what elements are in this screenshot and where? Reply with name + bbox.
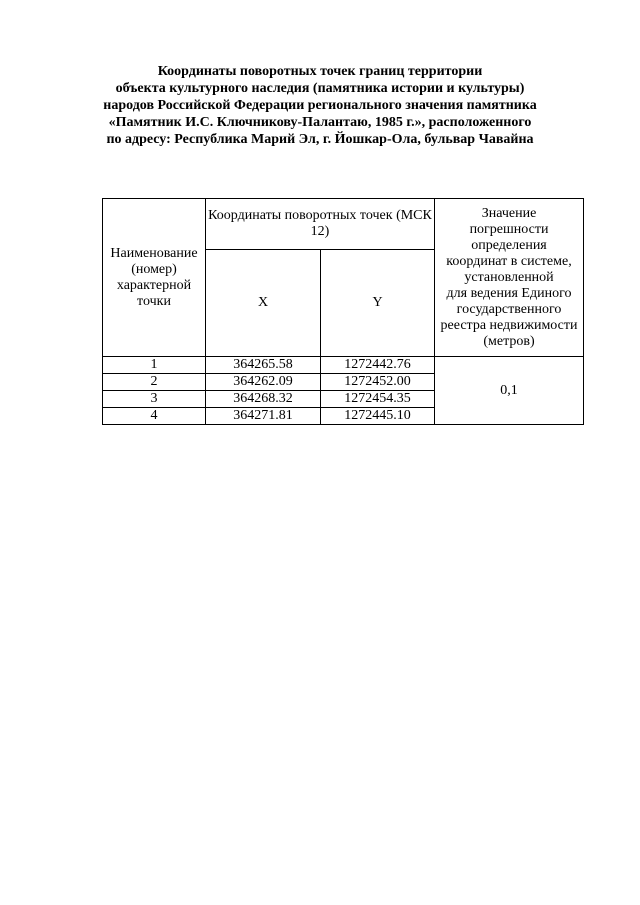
y-coordinate-cell: 1272442.76: [321, 357, 435, 374]
header-text-line: реестра недвижимости: [440, 317, 578, 333]
x-coordinate-cell: 364268.32: [206, 391, 321, 408]
error-value-cell: 0,1: [435, 357, 584, 425]
x-coordinate-cell: 364265.58: [206, 357, 321, 374]
header-text-line: характерной: [116, 277, 192, 293]
coordinates-table: [102, 198, 584, 425]
title-line: объекта культурного наследия (памятника истории и культуры): [115, 81, 525, 96]
header-y: Y: [321, 250, 435, 357]
header-text-line: государственного: [456, 301, 562, 317]
header-text-line: Значение: [481, 205, 537, 221]
point-number-cell: 3: [103, 391, 206, 408]
header-text-line: для ведения Единого: [446, 285, 572, 301]
point-number-cell: 2: [103, 374, 206, 391]
header-text-line: (номер): [131, 261, 177, 277]
y-coordinate-cell: 1272445.10: [321, 408, 435, 425]
table-header-row: [103, 199, 584, 250]
header-text-line: установленной: [464, 269, 554, 285]
y-coordinate-cell: 1272454.35: [321, 391, 435, 408]
header-text-line: точки: [137, 293, 171, 309]
x-coordinate-cell: 364271.81: [206, 408, 321, 425]
header-coordinates: Координаты поворотных точек (МСК 12): [206, 199, 435, 250]
header-point-name: [103, 199, 206, 357]
point-number-cell: 4: [103, 408, 206, 425]
title-line: «Памятник И.С. Ключникову-Палантаю, 1985 г.», расположенного: [108, 115, 532, 130]
header-text-line: определения: [471, 237, 547, 253]
document-title: [60, 63, 580, 148]
header-error-value: [435, 199, 584, 357]
header-x: X: [206, 250, 321, 357]
header-text-line: погрешности: [469, 221, 549, 237]
header-text-line: (метров): [483, 333, 535, 349]
y-coordinate-cell: 1272452.00: [321, 374, 435, 391]
title-line: Координаты поворотных точек границ территории: [157, 64, 483, 79]
table-row: [103, 357, 584, 374]
title-line: народов Российской Федерации регионального значения памятника: [103, 98, 537, 113]
title-line: по адресу: Республика Марий Эл, г. Йошкар-Ола, бульвар Чавайна: [106, 132, 534, 147]
header-text-line: координат в системе,: [446, 253, 572, 269]
point-number-cell: 1: [103, 357, 206, 374]
header-text-line: Наименование: [110, 245, 198, 261]
x-coordinate-cell: 364262.09: [206, 374, 321, 391]
